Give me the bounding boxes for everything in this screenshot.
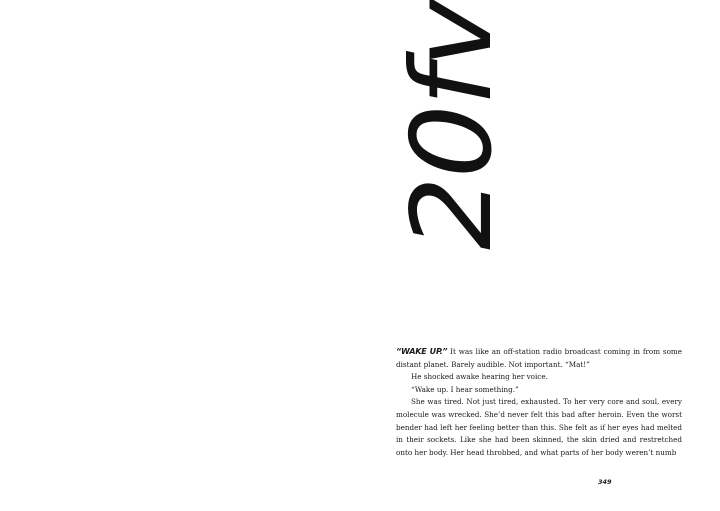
paragraph-1 bbox=[396, 346, 682, 371]
paragraph-3: “Wake up. I hear something.” bbox=[411, 384, 519, 394]
lead-in: “WAKE UP.” bbox=[396, 347, 448, 356]
paragraph-2: He shocked awake hearing her voice. bbox=[411, 372, 548, 382]
page-number: 349 bbox=[598, 478, 612, 486]
paragraph-1-text: It was like an off-station radio broadcast coming in from some distant planet. Barely audible. Not important. “Mat!” bbox=[396, 347, 682, 369]
paragraph-4: She was tired. Not just tired, exhausted. To her very core and soul, every molecule was wrecked. She’d never felt this bad after heroin. Even the worst bender had left her feeling better than this. She felt as if her eyes had melted in their sockets. Like she had been skinned, the skin dried and restretched onto her body. Her head throbbed, and what parts of her body weren’t numb bbox=[396, 397, 682, 457]
chapter-title: 20fv bbox=[388, 0, 517, 250]
body-text bbox=[396, 346, 682, 459]
